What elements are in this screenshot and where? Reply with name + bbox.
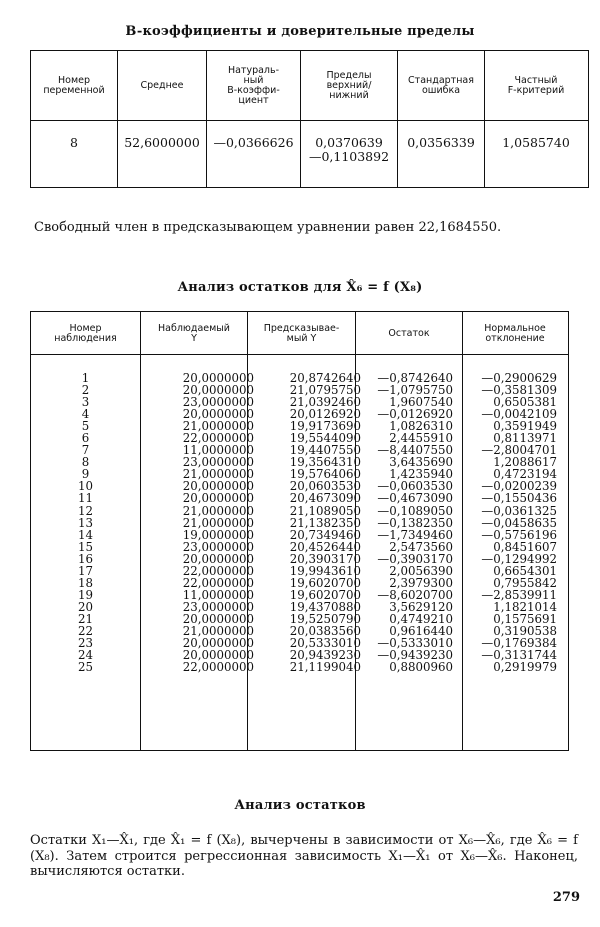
table2-cell-predicted: 20,4673090 [289, 491, 361, 506]
table2-cell-predicted: 21,0795750 [289, 383, 361, 398]
table2-cell-residual: —0,9439230 [377, 648, 453, 663]
table2-cell-residual: —0,0603530 [377, 479, 453, 494]
table2-cell-obs: 23 [77, 636, 93, 651]
table2-cell-obs: 22 [77, 623, 93, 638]
table1-header-varnum: Номер переменной [43, 75, 105, 96]
table2-cell-observed: 20,0000000 [182, 611, 254, 626]
table2-cell-residual: —1,7349460 [377, 527, 453, 542]
table2-cell-normal: 0,6654301 [493, 563, 557, 578]
section-title: Анализ остатков [234, 798, 366, 813]
table2-cell-predicted: 19,5764060 [289, 467, 361, 482]
table2-cell-obs: 14 [77, 527, 93, 542]
table2-cell-residual: —8,6020700 [377, 587, 453, 602]
table2-cell-residual: 0,4749210 [389, 611, 453, 626]
table2-cell-observed: 19,0000000 [182, 527, 254, 542]
table2-cell-obs: 6 [81, 431, 90, 446]
table2-header-observed: Наблюдаемый Y [158, 322, 230, 344]
table2-cell-observed: 20,0000000 [182, 648, 254, 663]
table2-cell-observed: 23,0000000 [182, 395, 254, 410]
table2-cell-predicted: 19,6020700 [289, 575, 361, 590]
table2-header-normal: Нормальное отклонение [484, 322, 546, 344]
table2-cell-normal: —0,0042109 [481, 407, 557, 422]
table2-cell-observed: 20,0000000 [182, 371, 254, 385]
table2-cell-normal: —2,8004701 [481, 443, 557, 458]
table2-cell-residual: 2,5473560 [389, 539, 453, 554]
table2-cell-normal: —0,1550436 [481, 491, 557, 506]
table2-cell-residual: 0,9616440 [389, 623, 453, 638]
table1-header-limits: Пределы верхний/ нижний [326, 70, 372, 101]
table2-column-normal [463, 372, 557, 673]
table2-cell-normal: 0,3591949 [493, 419, 557, 434]
table2-column-observed [141, 372, 254, 673]
table2-cell-obs: 20 [77, 599, 93, 614]
table2-header-residual: Остаток [388, 327, 430, 339]
table2-cell-residual: 2,4455910 [389, 431, 453, 446]
table2-cell-residual: 2,3979300 [389, 575, 453, 590]
table2-cell-normal: —0,0200239 [481, 479, 557, 494]
table2-column-residual [356, 372, 453, 673]
table2-cell-observed: 23,0000000 [182, 539, 254, 554]
table2-title: Анализ остатков для X̂₆ = f (X₈) [177, 280, 423, 295]
table2-cell-predicted: 19,6020700 [289, 587, 361, 602]
table1-header-bcoef: Натураль- ный B-коэффи- циент [227, 65, 280, 106]
table2-cell-predicted: 21,1089050 [289, 503, 361, 518]
page-number: 279 [552, 890, 580, 905]
table2-cell-obs: 8 [81, 455, 90, 470]
table2-cell-obs: 15 [77, 539, 93, 554]
table2-cell-residual: 0,8800960 [389, 660, 453, 675]
table2-cell-normal: 0,3190538 [493, 623, 557, 638]
table2-cell-predicted: 20,5333010 [289, 636, 361, 651]
table1-cell-fcrit: 1,0585740 [502, 135, 570, 150]
table2-cell-obs: 5 [81, 419, 90, 434]
table2-cell-residual: 1,0826310 [389, 419, 453, 434]
table2-cell-predicted: 20,8742640 [289, 371, 361, 385]
table2-cell-observed: 20,0000000 [182, 479, 254, 494]
table2-cell-observed: 20,0000000 [182, 491, 254, 506]
table2-cell-obs: 7 [81, 443, 90, 458]
table2-cell-obs: 25 [77, 660, 93, 675]
table2-cell-normal: —0,3581309 [481, 383, 557, 398]
table2-cell-obs: 19 [77, 587, 93, 602]
table2-cell-predicted: 20,0383560 [289, 623, 361, 638]
table2-cell-residual: —0,3903170 [377, 551, 453, 566]
table2-cell-residual: —0,0126920 [377, 407, 453, 422]
table2-cell-normal: —0,0361325 [481, 503, 557, 518]
table2-cell-residual: —0,1089050 [377, 503, 453, 518]
table2-cell-obs: 16 [77, 551, 93, 566]
table1-cell-mean: 52,6000000 [124, 135, 200, 150]
table2-cell-obs: 4 [81, 407, 90, 422]
table2-cell-obs: 10 [77, 479, 93, 494]
table2-cell-observed: 22,0000000 [182, 575, 254, 590]
table2-cell-observed: 20,0000000 [182, 383, 254, 398]
table2-cell-normal: 0,4723194 [493, 467, 557, 482]
table2-cell-residual: —0,8742640 [377, 371, 453, 385]
table1-title: B-коэффициенты и доверительные пределы [125, 24, 475, 39]
table2-cell-observed: 23,0000000 [182, 455, 254, 470]
table2-cell-obs: 11 [77, 491, 93, 506]
intercept-text: Свободный член в предсказывающем уравнении равен 22,1684550. [34, 220, 502, 235]
table2-column-obs [31, 372, 140, 673]
table2-cell-normal: —0,1769384 [481, 636, 557, 651]
table2-cell-observed: 20,0000000 [182, 551, 254, 566]
table1-header-rule [30, 120, 589, 121]
table2-cell-normal: —2,8539911 [481, 587, 557, 602]
table2-cell-observed: 21,0000000 [182, 419, 254, 434]
table2-cell-normal: —0,5756196 [481, 527, 557, 542]
table2-cell-observed: 21,0000000 [182, 503, 254, 518]
table2-cell-obs: 3 [81, 395, 90, 410]
table2-cell-normal: —0,2900629 [481, 371, 557, 385]
table2-cell-residual: —1,0795750 [377, 383, 453, 398]
table2-cell-observed: 11,0000000 [182, 587, 254, 602]
table2-cell-obs: 18 [77, 575, 93, 590]
table2-cell-normal: —0,1294992 [481, 551, 557, 566]
table2-cell-residual: —0,4673090 [377, 491, 453, 506]
table2-cell-observed: 22,0000000 [182, 660, 254, 675]
table2-header-rule [30, 354, 569, 355]
table1-header-stderr: Стандартная ошибка [408, 75, 474, 96]
table2-cell-obs: 13 [77, 515, 93, 530]
table2-cell-normal: 0,8451607 [493, 539, 557, 554]
table1-header-mean: Среднее [140, 80, 184, 91]
table2-cell-predicted: 21,1382350 [289, 515, 361, 530]
table2-cell-predicted: 20,7349460 [289, 527, 361, 542]
table2-cell-predicted: 19,5250790 [289, 611, 361, 626]
table2-cell-predicted: 19,4370880 [289, 599, 361, 614]
table2-cell-predicted: 19,9943610 [289, 563, 361, 578]
table2-cell-obs: 24 [77, 648, 93, 663]
body-paragraph [30, 833, 578, 880]
table2-cell-residual: —0,5333010 [377, 636, 453, 651]
table2-cell-obs: 9 [81, 467, 90, 482]
table2-header-predicted: Предсказывае- мый Y [263, 322, 340, 344]
table2-cell-predicted: 20,0603530 [289, 479, 361, 494]
table2-cell-observed: 22,0000000 [182, 431, 254, 446]
table2-cell-normal: —0,0458635 [481, 515, 557, 530]
table1-cell-bcoef: —0,0366626 [213, 135, 294, 150]
table1-cell-limits: 0,0370639 —0,1103892 [308, 135, 390, 164]
table2-cell-normal: 0,8113971 [493, 431, 557, 446]
table2-cell-normal: 0,1575691 [493, 611, 557, 626]
table2-cell-observed: 23,0000000 [182, 599, 254, 614]
table2-cell-residual: —8,4407550 [377, 443, 453, 458]
table1-cell-stderr: 0,0356339 [407, 135, 475, 150]
table2-cell-predicted: 20,0126920 [289, 407, 361, 422]
table2-cell-predicted: 21,1199040 [289, 660, 361, 675]
table2-cell-normal: 0,2919979 [493, 660, 557, 675]
table2-cell-obs: 21 [77, 611, 93, 626]
table2-column-predicted [248, 372, 361, 673]
body-text: Остатки X₁—X̂₁, где X̂₁ = f (X₈), вычерчены в зависимости от X₆—X̂₆, где X̂₆ = f (X₈). Затем строится регрессионная зависимость X₁—X̂₁ от X₆—X̂₆. Наконец, вычисляются остатки. [30, 833, 578, 879]
table2-cell-residual: 3,6435690 [389, 455, 453, 470]
table2-cell-normal: 0,6505381 [493, 395, 557, 410]
table2-cell-normal: —0,3131744 [481, 648, 557, 663]
table2-cell-predicted: 20,3903170 [289, 551, 361, 566]
table2-cell-obs: 1 [81, 371, 90, 385]
table2-cell-observed: 20,0000000 [182, 407, 254, 422]
table2-cell-obs: 2 [81, 383, 90, 398]
table2-cell-predicted: 21,0392460 [289, 395, 361, 410]
table2-cell-normal: 1,1821014 [493, 599, 557, 614]
table2-cell-residual: 1,9607540 [389, 395, 453, 410]
table2-cell-normal: 1,2088617 [493, 455, 557, 470]
table2-cell-predicted: 20,4526440 [289, 539, 361, 554]
table2-cell-observed: 21,0000000 [182, 515, 254, 530]
table2-cell-obs: 12 [77, 503, 93, 518]
table2-cell-normal: 0,7955842 [493, 575, 557, 590]
table2-cell-predicted: 19,4407550 [289, 443, 361, 458]
table2-cell-observed: 11,0000000 [182, 443, 254, 458]
table1-header-fcrit: Частный F-критерий [507, 75, 565, 96]
table1-cell-varnum: 8 [70, 135, 78, 150]
table2-cell-observed: 21,0000000 [182, 467, 254, 482]
table2-cell-observed: 22,0000000 [182, 563, 254, 578]
table2-header-obs: Номер наблюдения [54, 322, 117, 344]
table2-cell-residual: —0,1382350 [377, 515, 453, 530]
table2-cell-residual: 3,5629120 [389, 599, 453, 614]
table2-cell-observed: 20,0000000 [182, 636, 254, 651]
table2-cell-residual: 2,0056390 [389, 563, 453, 578]
table2-cell-predicted: 19,9173690 [289, 419, 361, 434]
table2-cell-residual: 1,4235940 [389, 467, 453, 482]
table2-cell-predicted: 19,5544090 [289, 431, 361, 446]
table2-cell-obs: 17 [77, 563, 93, 578]
table2-cell-predicted: 19,3564310 [289, 455, 361, 470]
table2-cell-predicted: 20,9439230 [289, 648, 361, 663]
table2-cell-observed: 21,0000000 [182, 623, 254, 638]
